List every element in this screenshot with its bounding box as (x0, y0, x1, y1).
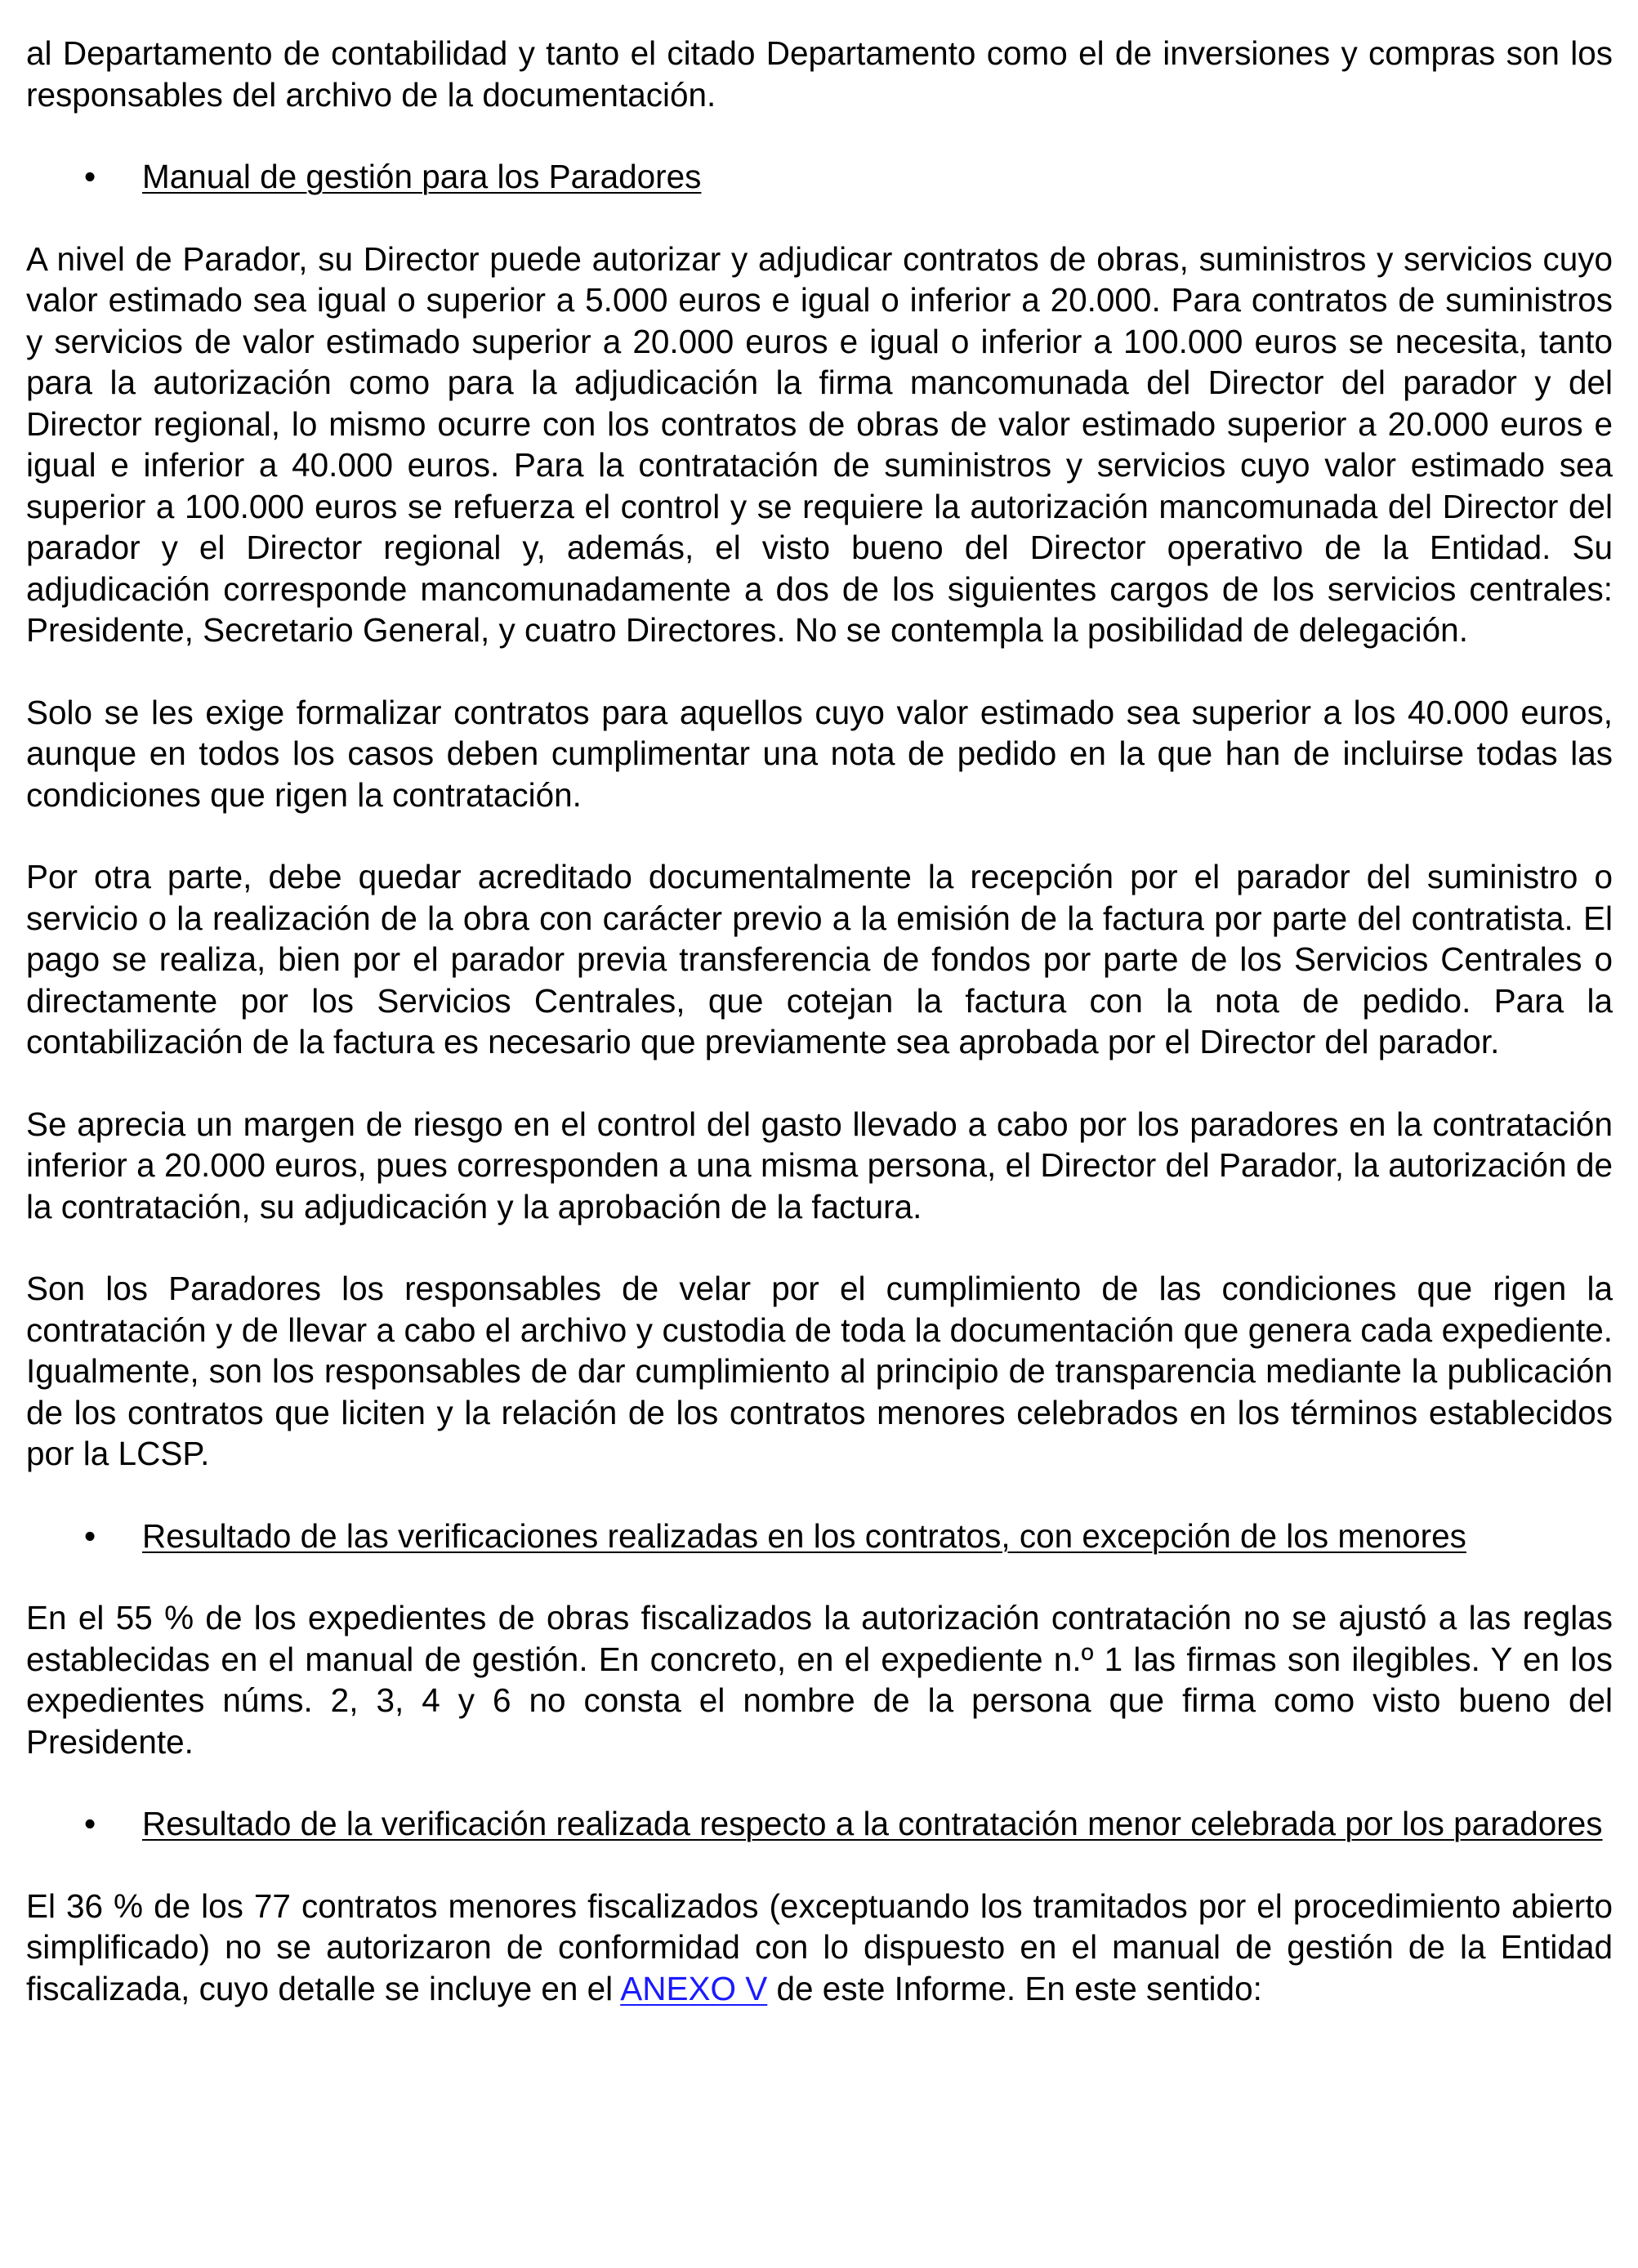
annex-v-link[interactable]: ANEXO V (620, 1969, 768, 2007)
bullet-heading-results-minor (26, 1803, 1613, 1845)
bullet-dot: • (84, 158, 96, 195)
bullet-heading-text: Manual de gestión para los Paradores (142, 158, 702, 195)
bullet-dot: • (84, 1516, 96, 1555)
paragraph-minor-contracts (26, 1886, 1613, 2010)
paragraph-reception-payment: Por otra parte, debe quedar acreditado documentalmente la recepción por el parador del suministro o servicio o la realización de la obra con carácter previo a la emisión de la factura por parte del contratista. El pago se realiza, bien por el parador previa transferencia de fondos por parte de los Servicios Centrales o directamente por los Servicios Centrales, que cotejan la factura con la nota de pedido. Para la contabilización de la factura es necesario que previamente sea aprobada por el Director del parador. (26, 858, 1613, 1060)
minor-contracts-text: El 36 % de los 77 contratos menores fiscalizados (exceptuando los tramitados por el procedimiento abierto simplificado) no se autorizaron de conformidad con lo dispuesto en el manual de gestión de la Entidad fiscalizada, cuyo detalle se incluye en el (26, 1886, 1613, 2007)
minor-contracts-text-end: de este Informe. En este sentido: (767, 1969, 1262, 2007)
paragraph-risk-margin: Se aprecia un margen de riesgo en el control del gasto llevado a cabo por los paradores en la contratación inferior a 20.000 euros, pues corresponden a una misma persona, el Director del Parador, la autorización de la contratación, su adjudicación y la aprobación de la factura. (26, 1105, 1613, 1226)
document-page (26, 33, 1613, 2009)
paragraph-formalization: Solo se les exige formalizar contratos para aquellos cuyo valor estimado sea superior a los 40.000 euros, aunque en todos los casos deben cumplimentar una nota de pedido en la que han de incluirse todas las condiciones que rigen la contratación. (26, 693, 1613, 814)
paragraph-intro: al Departamento de contabilidad y tanto el citado Departamento como el de inversiones y compras son los responsables del archivo de la documentación. (26, 34, 1613, 114)
bullet-heading-results-contracts (26, 1516, 1613, 1557)
bullet-heading-manual (26, 156, 1613, 198)
bullet-heading-text: Resultado de la verificación realizada respecto a la contratación menor celebrada por los paradores (142, 1805, 1603, 1842)
bullet-dot: • (84, 1805, 96, 1842)
bullet-heading-text: Resultado de las verificaciones realizadas en los contratos, con excepción de los menores (142, 1516, 1466, 1555)
paragraph-authorization-levels: A nivel de Parador, su Director puede autorizar y adjudicar contratos de obras, suministros y servicios cuyo valor estimado sea igual o superior a 5.000 euros e igual o inferior a 20.000. Para contratos de suministros y servicios de valor estimado superior a 20.000 euros e igual o inferior a 100.000 euros se necesita, tanto para la autorización como para la adjudicación la firma mancomunada del Director del parador y del Director regional, lo mismo ocurre con los contratos de obras de valor estimado superior a 20.000 euros e igual e inferior a 40.000 euros. Para la contratación de suministros y servicios cuyo valor estimado sea superior a 100.000 euros se refuerza el control y se requiere la autorización mancomunada del Director del parador y el Director regional y, además, el visto bueno del Director operativo de la Entidad. Su adjudicación corresponde mancomunadamente a dos de los siguientes cargos de los servicios centrales: Presidente, Secretario General, y cuatro Directores. No se contempla la posibilidad de delegación. (26, 239, 1613, 649)
paragraph-works-results: En el 55 % de los expedientes de obras fiscalizados la autorización contratación no se ajustó a las reglas establecidas en el manual de gestión. En concreto, en el expediente n.º 1 las firmas son ilegibles. Y en los expedientes núms. 2, 3, 4 y 6 no consta el nombre de la persona que firma como visto bueno del Presidente. (26, 1599, 1613, 1761)
paragraph-responsibilities: Son los Paradores los responsables de velar por el cumplimiento de las condiciones que rigen la contratación y de llevar a cabo el archivo y custodia de toda la documentación que genera cada expediente. Igualmente, son los responsables de dar cumplimiento al principio de transparencia mediante la publicación de los contratos que liciten y la relación de los contratos menores celebrados en los términos establecidos por la LCSP. (26, 1270, 1613, 1472)
